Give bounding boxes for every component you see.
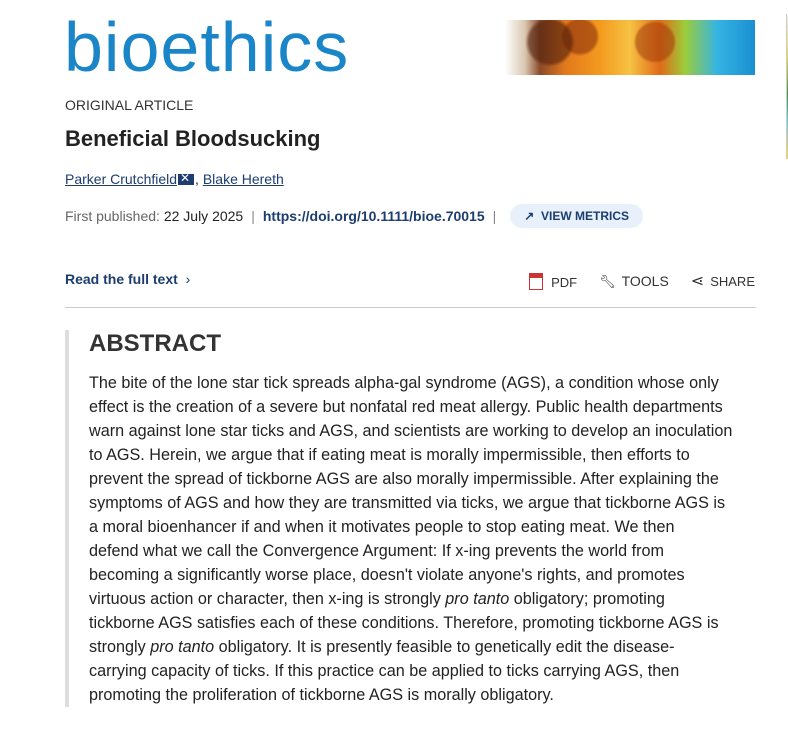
abstract-line <box>89 443 780 467</box>
journal-logo[interactable]: bioethics <box>64 8 350 86</box>
abstract-line <box>89 395 780 419</box>
divider <box>65 307 756 308</box>
abstract-line <box>89 563 780 587</box>
chevron-right-icon: › <box>185 271 191 287</box>
abstract-text: strongly <box>89 638 151 656</box>
abstract-body <box>89 371 780 707</box>
article-type: ORIGINAL ARTICLE <box>65 97 194 113</box>
italic-term: pro tanto <box>445 590 510 608</box>
email-icon[interactable] <box>178 174 194 185</box>
author-separator: , <box>195 171 199 187</box>
journal-banner-image <box>505 20 755 75</box>
share-button[interactable] <box>691 271 755 291</box>
separator: | <box>492 208 497 224</box>
abstract-text: carrying capacity of ticks. If this practice can be applied to ticks carrying AGS, then <box>89 662 680 680</box>
tools-label: TOOLS <box>621 272 669 289</box>
abstract-text: promoting the proliferation of tickborne AGS is morally obligatory. <box>89 686 554 704</box>
abstract-text: a moral bioenhancer if and when it motivates people to stop eating meat. We then <box>89 518 675 536</box>
share-icon: ⋖ <box>690 273 705 290</box>
doi-link[interactable]: https://doi.org/10.1111/bioe.70015 <box>262 208 485 224</box>
abstract-text: tickborne AGS satisfies each of these conditions. Therefore, promoting tickborne AGS is <box>89 614 719 632</box>
author-list <box>65 171 284 187</box>
abstract-line <box>89 683 780 707</box>
first-published-date: 22 July 2025 <box>163 208 244 224</box>
read-full-text-link[interactable] <box>65 271 190 287</box>
abstract-heading: ABSTRACT <box>89 330 221 357</box>
abstract-line <box>89 515 780 539</box>
abstract-line <box>89 371 780 395</box>
abstract-line <box>89 611 780 635</box>
share-label: SHARE <box>710 274 755 289</box>
publication-meta <box>65 204 643 228</box>
abstract-text: warn against lone star ticks and AGS, and scientists are working to develop an inoculation <box>89 422 733 440</box>
abstract-text: symptoms of AGS and how they are transmitted via ticks, we argue that tickborne AGS is <box>89 494 726 512</box>
trend-icon: ↗ <box>524 209 542 223</box>
author-link[interactable]: Blake Hereth <box>202 171 284 187</box>
abstract-text: virtuous action or character, then x-ing is strongly <box>89 590 446 608</box>
abstract-text: to AGS. Herein, we argue that if eating meat is morally impermissible, then efforts to <box>89 446 690 464</box>
article-title: Beneficial Bloodsucking <box>65 126 321 151</box>
read-full-text-label: Read the full text <box>65 271 178 287</box>
abstract-text: becoming a significantly worse place, doesn't violate anyone's rights, and promotes <box>89 566 685 584</box>
abstract-text: defend what we call the Convergence Argument: If x-ing prevents the world from <box>89 542 664 560</box>
abstract-text: effect is the creation of a severe but nonfatal red meat allergy. Public health departments <box>89 398 723 416</box>
abstract-line <box>89 659 780 683</box>
abstract-text: The bite of the lone star tick spreads alpha-gal syndrome (AGS), a condition whose only <box>89 374 719 392</box>
abstract-text: obligatory; promoting <box>509 590 665 608</box>
article-toolbar <box>529 271 755 291</box>
first-published-label: First published: <box>65 208 160 224</box>
abstract-line <box>89 587 780 611</box>
abstract-text: prevent the spread of tickborne AGS are also morally impermissible. After explaining the <box>89 470 719 488</box>
pdf-label: PDF <box>551 274 578 290</box>
pdf-icon <box>529 273 543 290</box>
pdf-button[interactable] <box>529 273 577 290</box>
abstract-line <box>89 467 780 491</box>
tools-button[interactable] <box>599 273 669 290</box>
abstract-line <box>89 539 780 563</box>
author-link[interactable]: Parker Crutchfield <box>65 171 178 187</box>
abstract-line <box>89 491 780 515</box>
wrench-icon: 🔧︎ <box>599 273 616 289</box>
view-metrics-label: VIEW METRICS <box>541 209 630 223</box>
abstract-text: obligatory. It is presently feasible to genetically edit the disease- <box>214 638 675 656</box>
separator: | <box>251 208 255 224</box>
italic-term: pro tanto <box>150 638 215 656</box>
view-metrics-button[interactable] <box>510 204 643 228</box>
abstract-section <box>65 330 780 707</box>
abstract-line <box>89 419 780 443</box>
abstract-line <box>89 635 780 659</box>
